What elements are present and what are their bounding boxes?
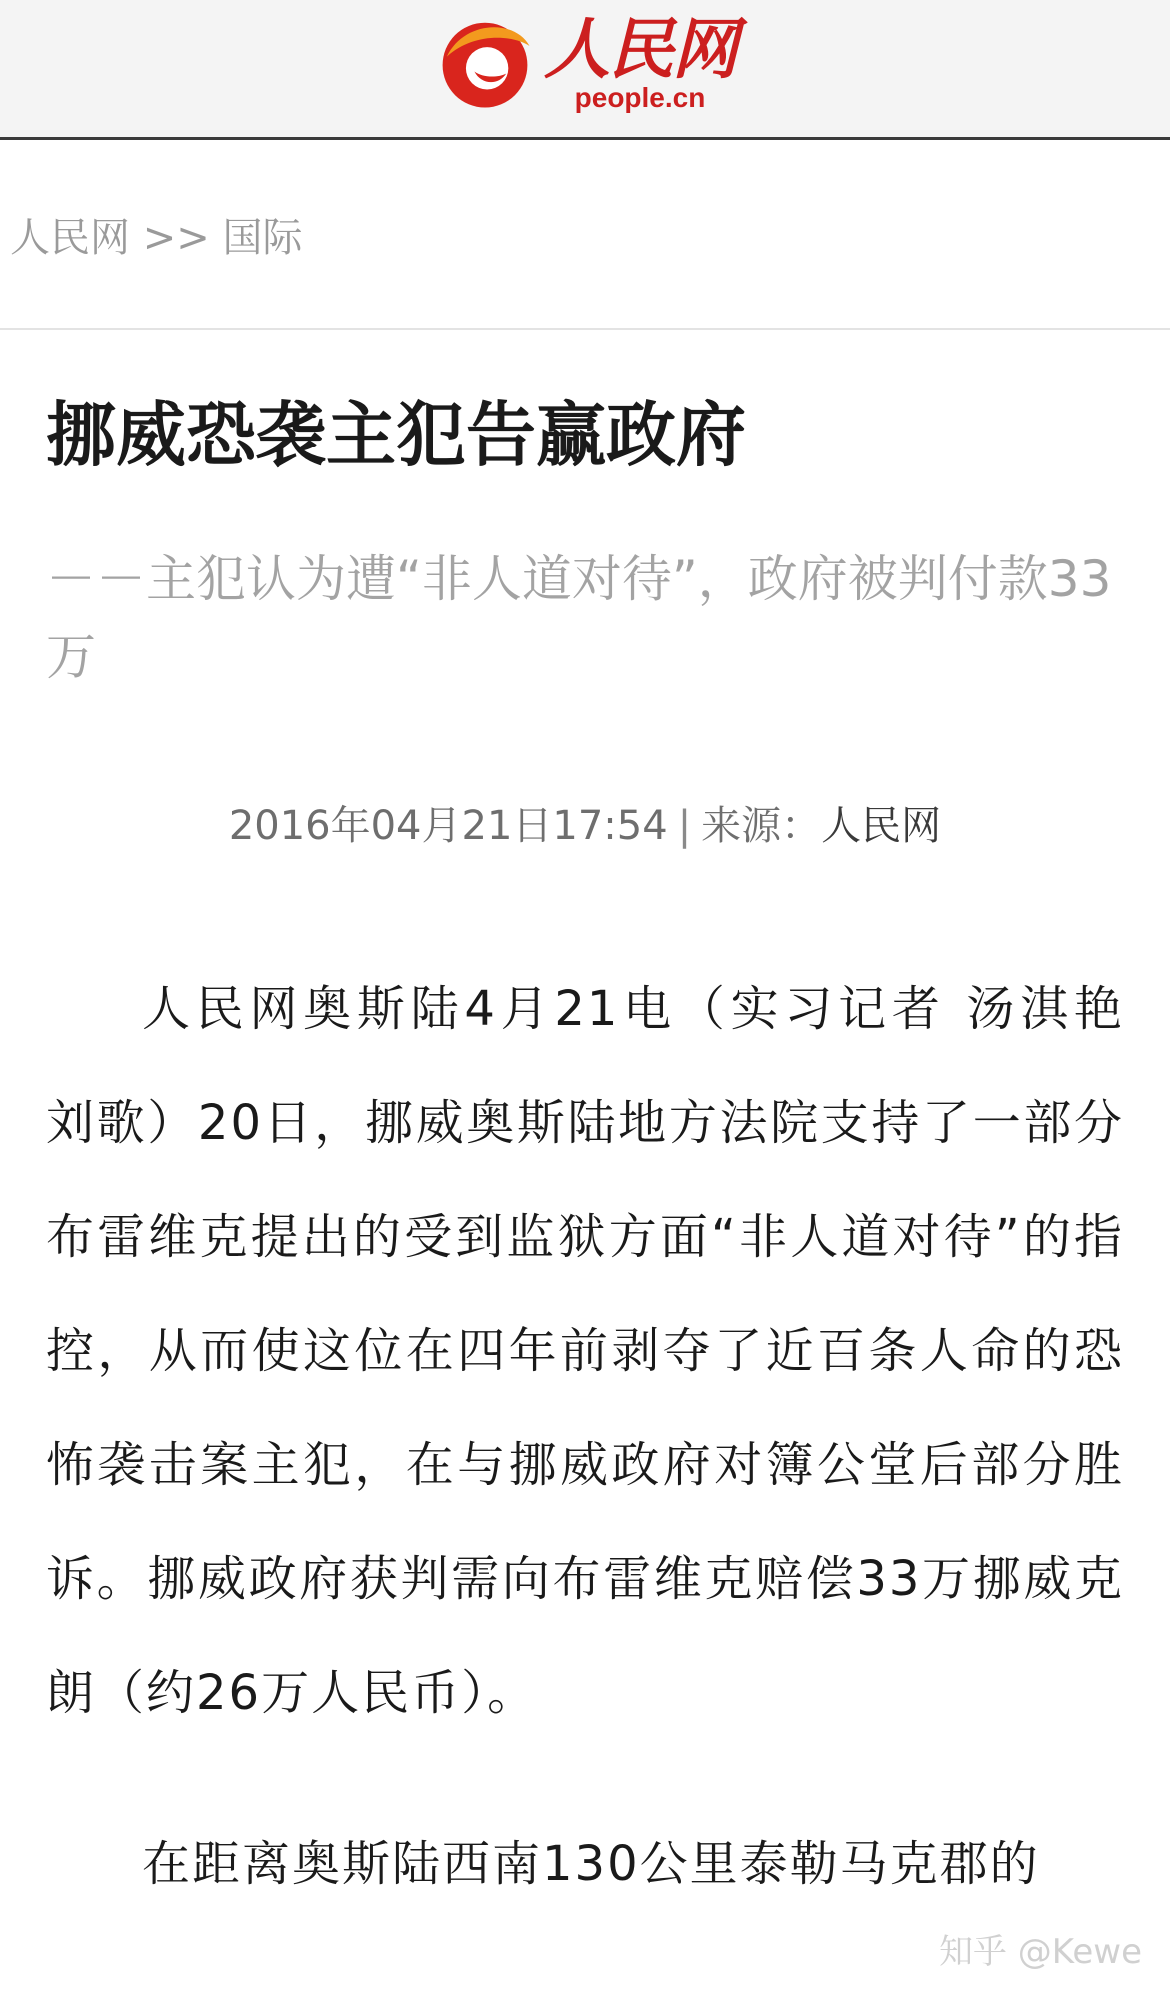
article-meta — [0, 796, 1170, 856]
breadcrumb-home-link[interactable]: 人民网 — [10, 215, 130, 261]
logo-en-text: people.cn — [574, 82, 706, 113]
article-paragraph: 在距离奥斯陆西南130公里泰勒马克郡的 — [142, 1836, 1040, 1892]
zhihu-watermark: 知乎 @Kewe — [938, 1932, 1142, 1972]
breadcrumb-section-link[interactable]: 国际 — [222, 215, 303, 261]
people-cn-logo[interactable] — [432, 8, 742, 118]
people-logo-icon — [432, 10, 538, 116]
meta-divider: | — [677, 803, 692, 849]
article-body — [46, 952, 1124, 1921]
article-title: 挪威恐袭主犯告赢政府 — [46, 394, 746, 476]
breadcrumb-divider — [0, 328, 1170, 330]
source-label: 来源： — [701, 803, 822, 849]
breadcrumb — [10, 210, 302, 266]
site-header — [0, 0, 1170, 140]
source-name-link[interactable]: 人民网 — [821, 803, 942, 849]
breadcrumb-separator: >> — [142, 215, 210, 261]
logo-cn-text: 人民网 — [544, 10, 736, 88]
publish-date: 2016年04月21日17:54 — [228, 803, 668, 849]
article-subtitle: －－主犯认为遭“非人道对待”，政府被判付款33万 — [46, 550, 1112, 686]
article-paragraph: 人民网奥斯陆4月21电（实习记者 汤淇艳 刘歌）20日，挪威奥斯陆地方法院支持了一部分布雷维克提出的受到监狱方面“非人道对待”的指控，从而使这位在四年前剥夺了近百条人命的恐怖袭击案主犯，在与挪威政府对簿公堂后部分胜诉。挪威政府获判需向布雷维克赔偿33万挪威克朗（约26万人民币）。 — [46, 981, 1124, 1721]
